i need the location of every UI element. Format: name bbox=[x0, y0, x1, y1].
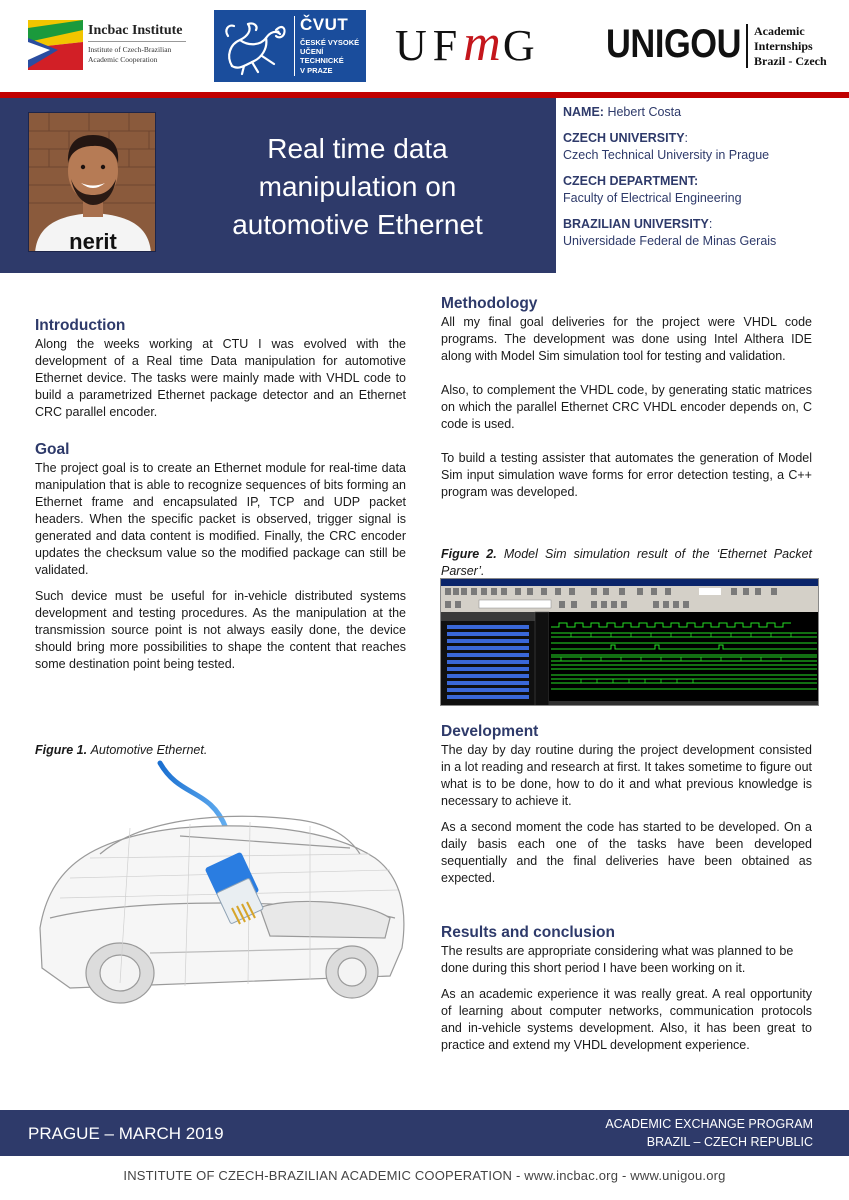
goal-heading: Goal bbox=[35, 441, 70, 458]
portrait-image bbox=[29, 113, 156, 252]
name-value: Hebert Costa bbox=[607, 105, 682, 119]
ufmg-letter-m: m bbox=[463, 15, 503, 72]
incbac-sub-line-2: Academic Cooperation bbox=[88, 54, 158, 64]
methodology-text-1: All my final goal deliveries for the project were VHDL code programs. The development was done using Intel Althera IDE along with Model Sim simulation tool for testing and validation. bbox=[441, 315, 812, 363]
introduction-heading: Introduction bbox=[35, 317, 126, 334]
modelsim-wave-image bbox=[441, 579, 819, 706]
brazilian-university-label: BRAZILIAN UNIVERSITY bbox=[563, 217, 709, 231]
unigou-sub-line-2: Internships bbox=[754, 39, 813, 53]
cvut-logo bbox=[214, 10, 366, 82]
methodology-text-3: To build a testing assister that automates the generation of Model Sim input simulation wave forms for error detection testing, a C++ program was developed. bbox=[441, 451, 812, 499]
ufmg-letters-uf: UF bbox=[395, 21, 464, 70]
brazilian-university-colon: : bbox=[708, 217, 713, 231]
cvut-sub-line-3: V PRAZE bbox=[300, 65, 333, 75]
development-text-1: The day by day routine during the project development consisted in a lot reading and research at first. It takes sometime to figure out what is to be done, how to do it and what previous knowledge is necessary to achieve it. bbox=[441, 743, 812, 808]
footer-program-line-2: BRAZIL – CZECH REPUBLIC bbox=[646, 1135, 813, 1149]
goal-section bbox=[35, 440, 406, 673]
unigou-sub-line-3: Brazil - Czech bbox=[754, 54, 827, 68]
cvut-title: ČVUT bbox=[300, 15, 349, 34]
results-section bbox=[441, 923, 812, 1054]
unigou-divider bbox=[746, 24, 748, 68]
methodology-section bbox=[441, 294, 812, 501]
info-brazilian-university bbox=[563, 216, 843, 250]
name-label: NAME: bbox=[563, 105, 604, 119]
results-text-2: As an academic experience it was really great. A real opportunity of learning about computer networks, communication protocols and in-vehicle systems development. Also, it has been great to practice and extend my VHDL development experience. bbox=[441, 987, 812, 1052]
incbac-sub-line-1: Institute of Czech-Brazilian bbox=[88, 45, 172, 54]
czech-university-colon: : bbox=[684, 131, 689, 145]
brazilian-university-value: Universidade Federal de Minas Gerais bbox=[563, 234, 777, 248]
goal-text-2: Such device must be useful for in-vehicle distributed systems development and testing procedures. As the manipulation at the transmission source point is not always easily done, the device should bring more possibilities to shape the content that reaches some destination point being tested. bbox=[35, 589, 406, 671]
footer-program-line-1: ACADEMIC EXCHANGE PROGRAM bbox=[605, 1117, 813, 1131]
czech-university-value: Czech Technical University in Prague bbox=[563, 148, 770, 162]
footer-institute-line: INSTITUTE OF CZECH-BRAZILIAN ACADEMIC COOPERATION - www.incbac.org - www.unigou.org bbox=[123, 1168, 726, 1183]
introduction-section bbox=[35, 316, 406, 421]
info-czech-department bbox=[563, 173, 843, 207]
logo-strip bbox=[0, 0, 849, 92]
cvut-sub-line-1: ČESKÉ VYSOKÉ bbox=[300, 38, 360, 47]
development-section bbox=[441, 722, 812, 887]
student-photo bbox=[28, 112, 156, 252]
unigou-subtitle bbox=[754, 24, 827, 69]
figure-2-text: Model Sim simulation result of the ‘Ethernet Packet Parser’. bbox=[441, 547, 813, 578]
incbac-title: Incbac Institute bbox=[88, 23, 183, 38]
poster-title: Real time data manipulation on automotive Ethernet bbox=[232, 133, 483, 240]
student-info bbox=[563, 104, 843, 259]
cvut-divider bbox=[294, 16, 295, 76]
development-text-2: As a second moment the code has started to be developed. On a daily basis each one of the tasks have been developed sequentially and the final deliveries have been obtained as expected. bbox=[441, 820, 812, 885]
automotive-ethernet-figure bbox=[30, 758, 410, 1008]
incbac-subtitle bbox=[88, 45, 171, 64]
development-heading: Development bbox=[441, 723, 539, 740]
info-czech-university bbox=[563, 130, 843, 164]
figure-2-label: Figure 2. bbox=[441, 547, 497, 561]
cvut-sub-line-2: UČENÍ TECHNICKÉ bbox=[300, 47, 344, 66]
results-heading: Results and conclusion bbox=[441, 924, 615, 941]
incbac-logo bbox=[28, 20, 188, 72]
figure-2-caption bbox=[441, 546, 812, 580]
cvut-lion-icon bbox=[218, 16, 290, 76]
results-text-1: The results are appropriate considering what was planned to be done during this short period I have been working on it. bbox=[441, 944, 794, 975]
shirt-logo-text: nerit bbox=[69, 229, 117, 252]
czech-university-label: CZECH UNIVERSITY bbox=[563, 131, 685, 145]
introduction-text: Along the weeks working at CTU I was evolved with the development of a Real time Data manipulation for automotive Ethernet device. The tasks were mainly made with VHDL code to build a parametrized Ethernet package detector and an Ethernet CRC parallel encoder. bbox=[35, 337, 406, 419]
incbac-divider bbox=[88, 41, 186, 42]
modelsim-screenshot bbox=[440, 578, 819, 706]
unigou-sub-line-1: Academic bbox=[754, 24, 805, 38]
czech-department-value: Faculty of Electrical Engineering bbox=[563, 191, 742, 205]
cvut-subtitle bbox=[300, 38, 366, 75]
figure-1-label: Figure 1. bbox=[35, 743, 88, 757]
footer-location-date: PRAGUE – MARCH 2019 bbox=[28, 1124, 224, 1143]
goal-text-1: The project goal is to create an Ethernet module for real-time data manipulation that is able to recognize sequences of bits forming an Ethernet frame and encapsulated IP, TCP and UDP packet headers. When the specific packet is observed, trigger signal is generated and data content is modified. Finally, the CRC encoder updates the checksum value so the modified package can still be validated. bbox=[35, 461, 406, 577]
ufmg-letter-g: G bbox=[502, 21, 541, 70]
footer-band bbox=[0, 1110, 849, 1156]
czech-department-label: CZECH DEPARTMENT: bbox=[563, 174, 699, 188]
unigou-logo: UNIGOU bbox=[606, 22, 742, 66]
figure-1-text: Automotive Ethernet. bbox=[90, 743, 208, 757]
figure-1-caption bbox=[35, 742, 406, 759]
info-name bbox=[563, 104, 843, 121]
footer-program bbox=[605, 1115, 813, 1151]
incbac-flag-icon bbox=[28, 20, 83, 70]
methodology-heading: Methodology bbox=[441, 295, 538, 312]
ufmg-logo bbox=[395, 14, 541, 70]
methodology-text-2: Also, to complement the VHDL code, by generating static matrices on which the parallel Ethernet CRC VHDL encoder depends on, C code is used. bbox=[441, 383, 812, 431]
